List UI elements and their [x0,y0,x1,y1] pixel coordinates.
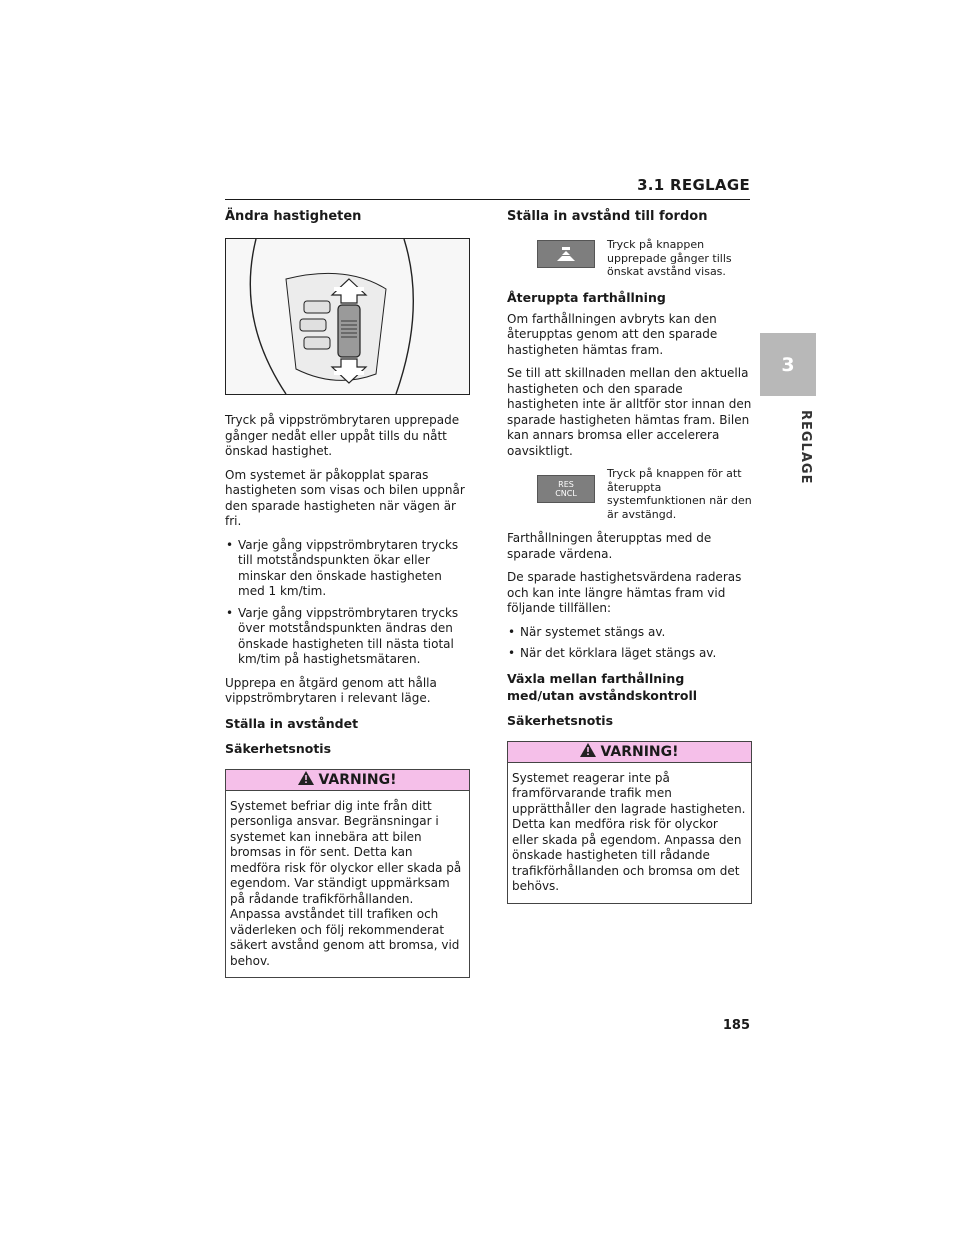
chapter-number: 3 [781,353,795,376]
warning-text: Systemet befriar dig inte från ditt personliga ansvar. Begränsningar i systemet kan innebära att bilen bromsas in för sent. Detta kan medföra risk för olyckor eller skada på egendom. Var ständigt uppmärksam på rådande trafikförhållanden. Anpassa avståndet till trafiken och väderleken och följ rekommenderat säkert avstånd genom att bromsa, vid behov. [230,798,462,968]
paragraph: Om farthållningen avbryts kan den återupptas genom att den sparade hastigheten hämtas fram. [507,311,718,357]
list-item: • Varje gång vippströmbrytaren trycks över motståndspunkten ändras den önskade hastigheten till nästa tiotal km/tim på hastighetsmätaren. [225,606,470,668]
warning-triangle-icon [580,743,596,761]
paragraph: Farthållningen återupptas med de sparade värdena. [507,531,712,561]
res-cncl-button-icon [537,475,595,503]
page-number: 185 [722,1018,750,1033]
distance-button-icon [537,240,595,268]
chapter-header: 3.1 REGLAGE [637,176,750,194]
list-item: • När systemet stängs av. [507,625,752,641]
warning-box [507,741,752,904]
safety-notice-heading: Säkerhetsnotis [225,740,332,756]
warning-title: VARNING! [318,771,397,788]
chapter-side-label: REGLAGE [798,410,813,485]
chapter-tab[interactable] [760,333,816,396]
res-cncl-button-row [507,467,752,521]
list-item: • Varje gång vippströmbrytaren trycks till motståndspunkten ökar eller minskar den önskade hastigheten med 1 km/tim. [225,538,470,600]
section-heading-toggle-mode: Växla mellan farthållning med/utan avståndskontroll [507,670,698,703]
paragraph: Tryck på vippströmbrytaren upprepade gånger nedåt eller uppåt tills du nått önskad hastighet. [225,413,460,458]
bullet-list [507,625,752,662]
section-heading-set-distance-to-vehicle: Ställa in avstånd till fordon [507,209,708,224]
section-heading-resume: Återuppta farthållning [507,289,666,305]
warning-header [226,770,469,791]
steering-wheel-switch-drawing [226,239,469,394]
list-item: • När det körklara läget stängs av. [507,646,752,662]
left-column [225,208,470,978]
header-rule [225,199,750,200]
paragraph: Om systemet är påkopplat sparas hastigheten som visas och bilen uppnår den sparade hastigheten när vägen är fri. [225,467,465,528]
paragraph: De sparade hastighetsvärdena raderas och kan inte längre hämtas fram vid följande tillfällen: [507,570,742,615]
warning-text: Systemet reagerar inte på framförvarande trafik men upprätthåller den lagrade hastigheten. Detta kan medföra risk för olyckor eller skada på egendom. Anpassa den önskade hastigheten till rådande trafikförhållanden och bromsa om det behövs. [512,770,746,893]
section-heading-set-distance: Ställa in avståndet [225,715,359,731]
warning-box [225,769,470,979]
bullet-list [225,538,470,668]
res-label: RES [558,480,574,489]
warning-title: VARNING! [600,743,679,760]
paragraph: Se till att skillnaden mellan den aktuella hastigheten och den sparade hastigheten inte är alltför stor innan den sparade hastigheten hämtas fram. Bilen kan annars bromsa eller accelerera oavsiktligt. [507,366,752,458]
distance-button-description: Tryck på knappen upprepade gånger tills önskat avstånd visas. [607,238,732,278]
safety-notice-heading: Säkerhetsnotis [507,712,614,728]
cncl-label: CNCL [555,489,577,498]
distance-symbol-icon [555,246,577,262]
section-heading-change-speed: Ändra hastigheten [225,209,362,224]
right-column [507,208,752,904]
warning-triangle-icon [298,771,314,789]
paragraph: Upprepa en åtgärd genom att hålla vippströmbrytaren i relevant läge. [225,675,437,705]
steering-wheel-switch-illustration [225,238,470,395]
res-cncl-button-description: Tryck på knappen för att återuppta systemfunktionen när den är avstängd. [607,467,752,521]
warning-header [508,742,751,763]
distance-button-row [507,238,752,279]
